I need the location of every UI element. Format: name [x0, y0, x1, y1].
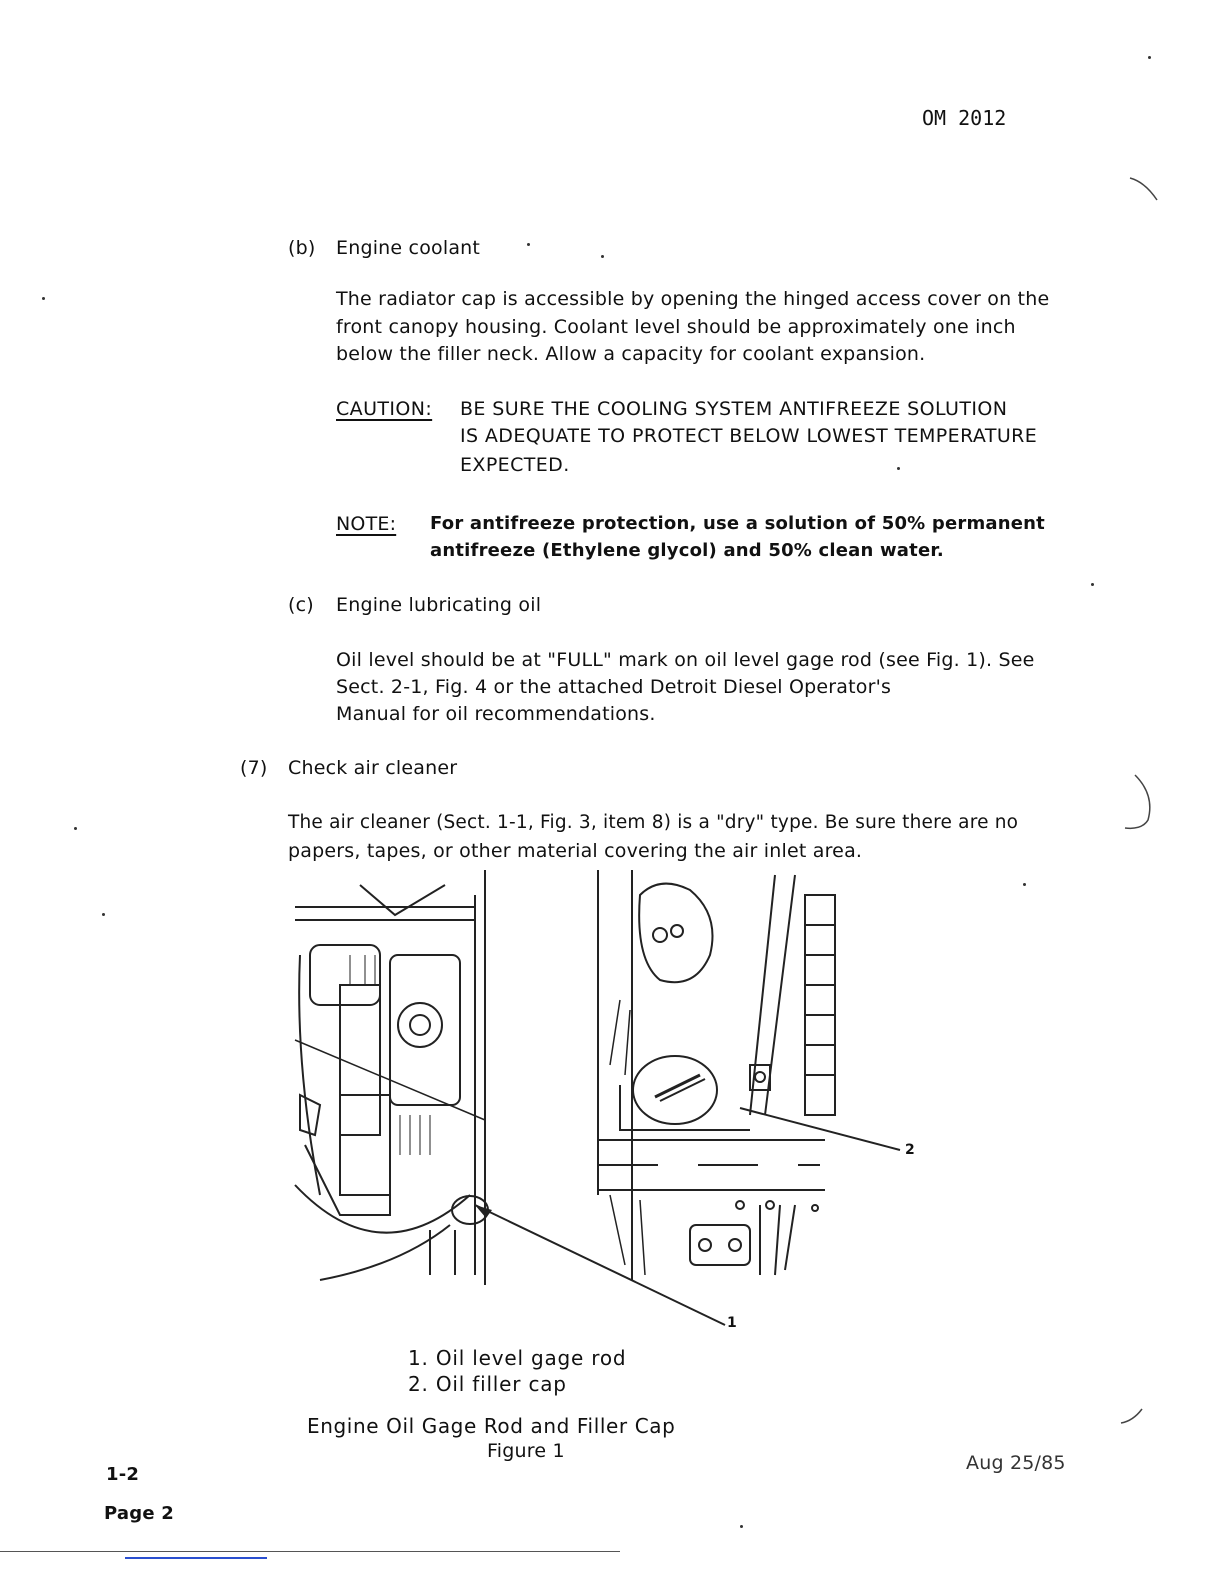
left-engine-panel — [295, 870, 488, 1285]
scan-speck — [601, 255, 604, 258]
section-b-line-3: below the filler neck. Allow a capacity for coolant expansion. — [336, 343, 926, 365]
engine-oil-figure — [280, 865, 940, 1335]
figure-number: Figure 1 — [487, 1440, 565, 1462]
section-c-title: Engine lubricating oil — [336, 594, 542, 616]
scan-speck — [1023, 883, 1026, 886]
section-c-line-1: Oil level should be at "FULL" mark on oil level gage rod (see Fig. 1). See — [336, 649, 1035, 671]
page-number: Page 2 — [104, 1503, 174, 1524]
scan-mark-lower-right — [1118, 1405, 1148, 1430]
scan-speck — [1091, 583, 1094, 586]
engine-illustration — [280, 865, 940, 1335]
section-7-label: (7) — [240, 757, 268, 779]
note-label: NOTE: — [336, 513, 397, 535]
caution-line-2: IS ADEQUATE TO PROTECT BELOW LOWEST TEMPERATURE — [460, 425, 1038, 447]
section-c-line-3: Manual for oil recommendations. — [336, 703, 656, 725]
scan-speck — [527, 243, 530, 246]
section-c-label: (c) — [288, 594, 314, 616]
section-7-line-1: The air cleaner (Sect. 1-1, Fig. 3, item 8) is a "dry" type. Be sure there are no — [288, 812, 1019, 833]
scan-speck — [1148, 56, 1151, 59]
right-engine-panel — [598, 870, 835, 1280]
document-id: OM 2012 — [922, 106, 1007, 130]
legend-item-2: 2. Oil filler cap — [408, 1372, 567, 1396]
section-c-line-2: Sect. 2-1, Fig. 4 or the attached Detroit Diesel Operator's — [336, 676, 892, 698]
scan-speck — [897, 467, 900, 470]
callout-leader-1 — [475, 1205, 725, 1325]
scan-blue-mark — [125, 1557, 267, 1559]
legend-item-1: 1. Oil level gage rod — [408, 1346, 627, 1370]
section-b-label: (b) — [288, 237, 316, 259]
section-page-number: 1-2 — [106, 1464, 140, 1485]
note-line-2: antifreeze (Ethylene glycol) and 50% clean water. — [430, 540, 944, 561]
scan-mark-top-right — [1125, 170, 1165, 210]
section-b-line-2: front canopy housing. Coolant level should be approximately one inch — [336, 316, 1016, 338]
scan-speck — [102, 913, 105, 916]
caution-line-1: BE SURE THE COOLING SYSTEM ANTIFREEZE SOLUTION — [460, 398, 1008, 420]
section-b-title: Engine coolant — [336, 237, 481, 259]
revision-date: Aug 25/85 — [966, 1452, 1066, 1474]
section-7-title: Check air cleaner — [288, 757, 458, 779]
section-b-line-1: The radiator cap is accessible by opening the hinged access cover on the — [336, 288, 1050, 310]
scan-mark-right-bracket — [1120, 770, 1160, 840]
figure-caption: Engine Oil Gage Rod and Filler Cap — [307, 1414, 676, 1438]
section-7-line-2: papers, tapes, or other material covering the air inlet area. — [288, 840, 863, 862]
scan-speck — [74, 827, 77, 830]
caution-line-3: EXPECTED. — [460, 454, 570, 476]
scan-speck — [740, 1525, 743, 1528]
scan-bottom-line — [0, 1551, 620, 1552]
note-line-1: For antifreeze protection, use a solution of 50% permanent — [430, 513, 1045, 534]
callout-1: 1 — [727, 1315, 737, 1331]
scan-speck — [42, 297, 45, 300]
callout-2: 2 — [905, 1142, 915, 1158]
caution-label: CAUTION: — [336, 398, 433, 420]
